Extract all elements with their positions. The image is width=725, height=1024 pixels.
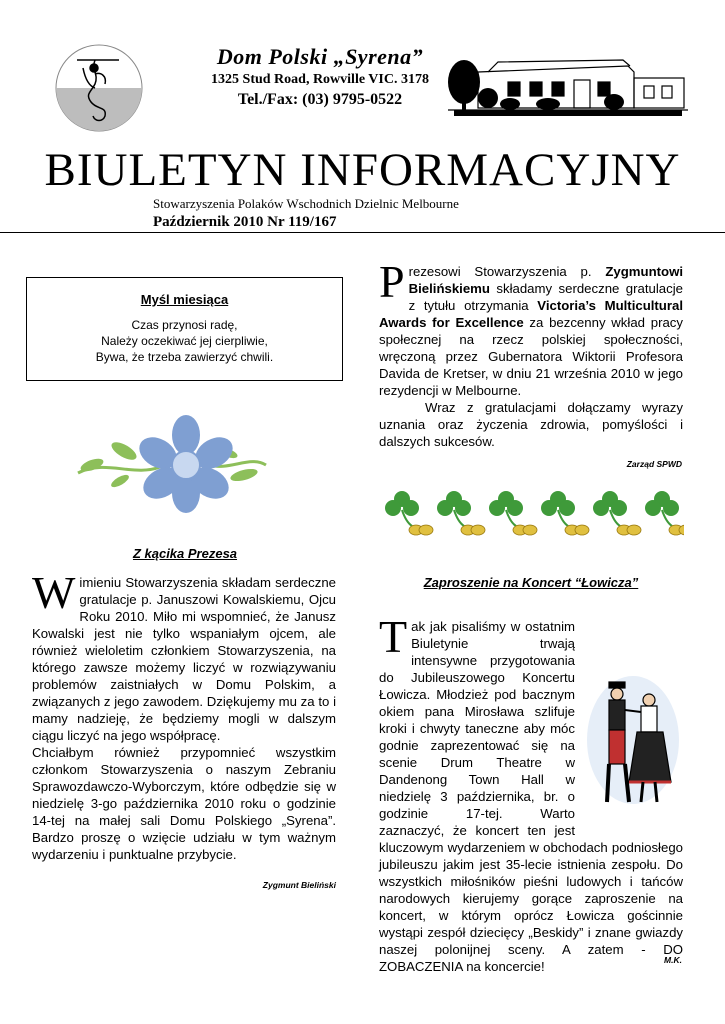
congratulations-part: za bezcenny wkład pracy społecznej na rzecz polskiej społeczności, wręczoną przez Gubernatora Wiktorii Profesora Davida de Kretser, w dniu 21 września 2010 w jego rezydencji w Melbourne. xyxy=(379,315,683,398)
president-paragraph: Chciałbym również przypomnieć wszystkim członkom Stowarzyszenia o naszym Zebraniu Sprawozdawczo-Wyborczym, które odbędzie się w niedzielę 3-go października 2010 roku o godzinie 14-tej na małej sali Domu Polskiego „Syrena”. Bardzo proszę o wzięcie udziału w tym ważnym wydarzeniu i punktualne przybycie. xyxy=(32,745,336,862)
org-address: 1325 Stud Road, Rowville VIC. 3178 xyxy=(211,72,429,87)
quote-lines xyxy=(27,317,342,365)
congratulations-part: składamy serdeczne gratulacje z tytułu otrzymania xyxy=(408,281,683,313)
quote-line: Należy oczekiwać jej cierpliwie, xyxy=(101,334,268,348)
syrena-logo xyxy=(55,44,143,132)
issue-number: Październik 2010 Nr 119/167 xyxy=(153,214,337,230)
quote-title: Myśl miesiąca xyxy=(140,292,229,307)
concert-heading: Zaproszenie na Koncert “Łowicza” xyxy=(423,575,639,590)
president-signature: Zygmunt Bieliński xyxy=(262,880,336,890)
building-drawing xyxy=(448,48,688,120)
quote-line: Bywa, że trzeba zawierzyć chwili. xyxy=(95,350,274,364)
congratulations-signature: Zarząd SPWD xyxy=(626,459,682,469)
bulletin-subtitle: Stowarzyszenia Polaków Wschodnich Dzielnic Melbourne xyxy=(153,196,459,211)
bulletin-title: BIULETYN INFORMACYJNY xyxy=(44,144,681,196)
concert-signature: M.K. xyxy=(664,955,682,965)
congratulations-text xyxy=(379,256,683,450)
org-phone: Tel./Fax: (03) 9795-0522 xyxy=(237,91,403,108)
quote-line: Czas przynosi radę, xyxy=(131,318,238,332)
congratulations-paragraph: Wraz z gratulacjami dołączamy wyrazy uznania oraz życzenia zdrowia, pomyślości i dalszych sukcesów. xyxy=(379,400,683,449)
clover-icon xyxy=(437,491,485,535)
president-heading: Z kącika Prezesa xyxy=(132,546,238,561)
org-name: Dom Polski „Syrena” xyxy=(216,44,424,69)
clover-icon xyxy=(489,491,537,535)
dropcap: W xyxy=(32,567,76,618)
folk-dancers-illustration xyxy=(583,670,683,820)
president-text xyxy=(32,567,336,863)
quote-box xyxy=(26,277,343,381)
clover-decoration xyxy=(380,490,684,542)
dropcap: P xyxy=(379,256,405,307)
clover-icon xyxy=(645,491,684,535)
dropcap: T xyxy=(379,611,408,662)
president-paragraph: imieniu Stowarzyszenia składam serdeczne gratulacje p. Januszowi Kowalskiemu, Ojcu Roku 2010. Miło mi wspomnieć, że Janusz Kowalski jest nie tylko wspaniałym ojcem, ale również wieloletim członkiem Stowarzyszenia, na którego zawsze możemy liczyć w rozwiązywaniu problemów zaistniałych w Domu Polskim, a związanych z jego zawodem. Dziękujemy mu za to i mamy nadzieję, że będziemy mogli w dalszym ciągu liczyć na jego współpracę. xyxy=(32,575,336,743)
clover-icon xyxy=(593,491,641,535)
clover-icon xyxy=(541,491,589,535)
flower-illustration xyxy=(74,415,270,515)
header-divider xyxy=(0,232,725,233)
congratulations-part: rezesowi Stowarzyszenia p. xyxy=(408,264,592,279)
clover-icon xyxy=(385,491,433,535)
concert-text xyxy=(379,611,683,975)
award-name: Victoria’s Multicultural Awards for Excellence xyxy=(379,298,683,330)
congratulations-name: Zygmuntowi Bielińskiemu xyxy=(408,264,683,296)
concert-paragraph: ak jak pisaliśmy w ostatnim Biuletynie trwają intensywne przygotowania do Jubileuszowego Koncertu Łowicza. Młodzież pod bacznym okiem pana Mirosława szlifuje kroki i chwyty taneczne aby móc godnie zaprezentować się na scenie Drum Theatre w Dandenong Town Hall w niedzielę 3 października, br. o godzinie 17-tej. Warto zaznaczyć, że koncert ten jest kluczowym wydarzeniem w obchodach podniosłego jubileuszu jakim jest 35-lecie istnienia zespołu. Do wszystkich miłośników pieśni ludowych i tańców narodowych kierujemy gorące zaproszenie na koncert, w którym oprócz Łowicza gościnnie wystąpi zespół dziecięcy „Beskidy” i znane gwiazdy naszej polonijnej sceny. A zatem - DO ZOBACZENIA na koncercie! xyxy=(379,619,683,974)
